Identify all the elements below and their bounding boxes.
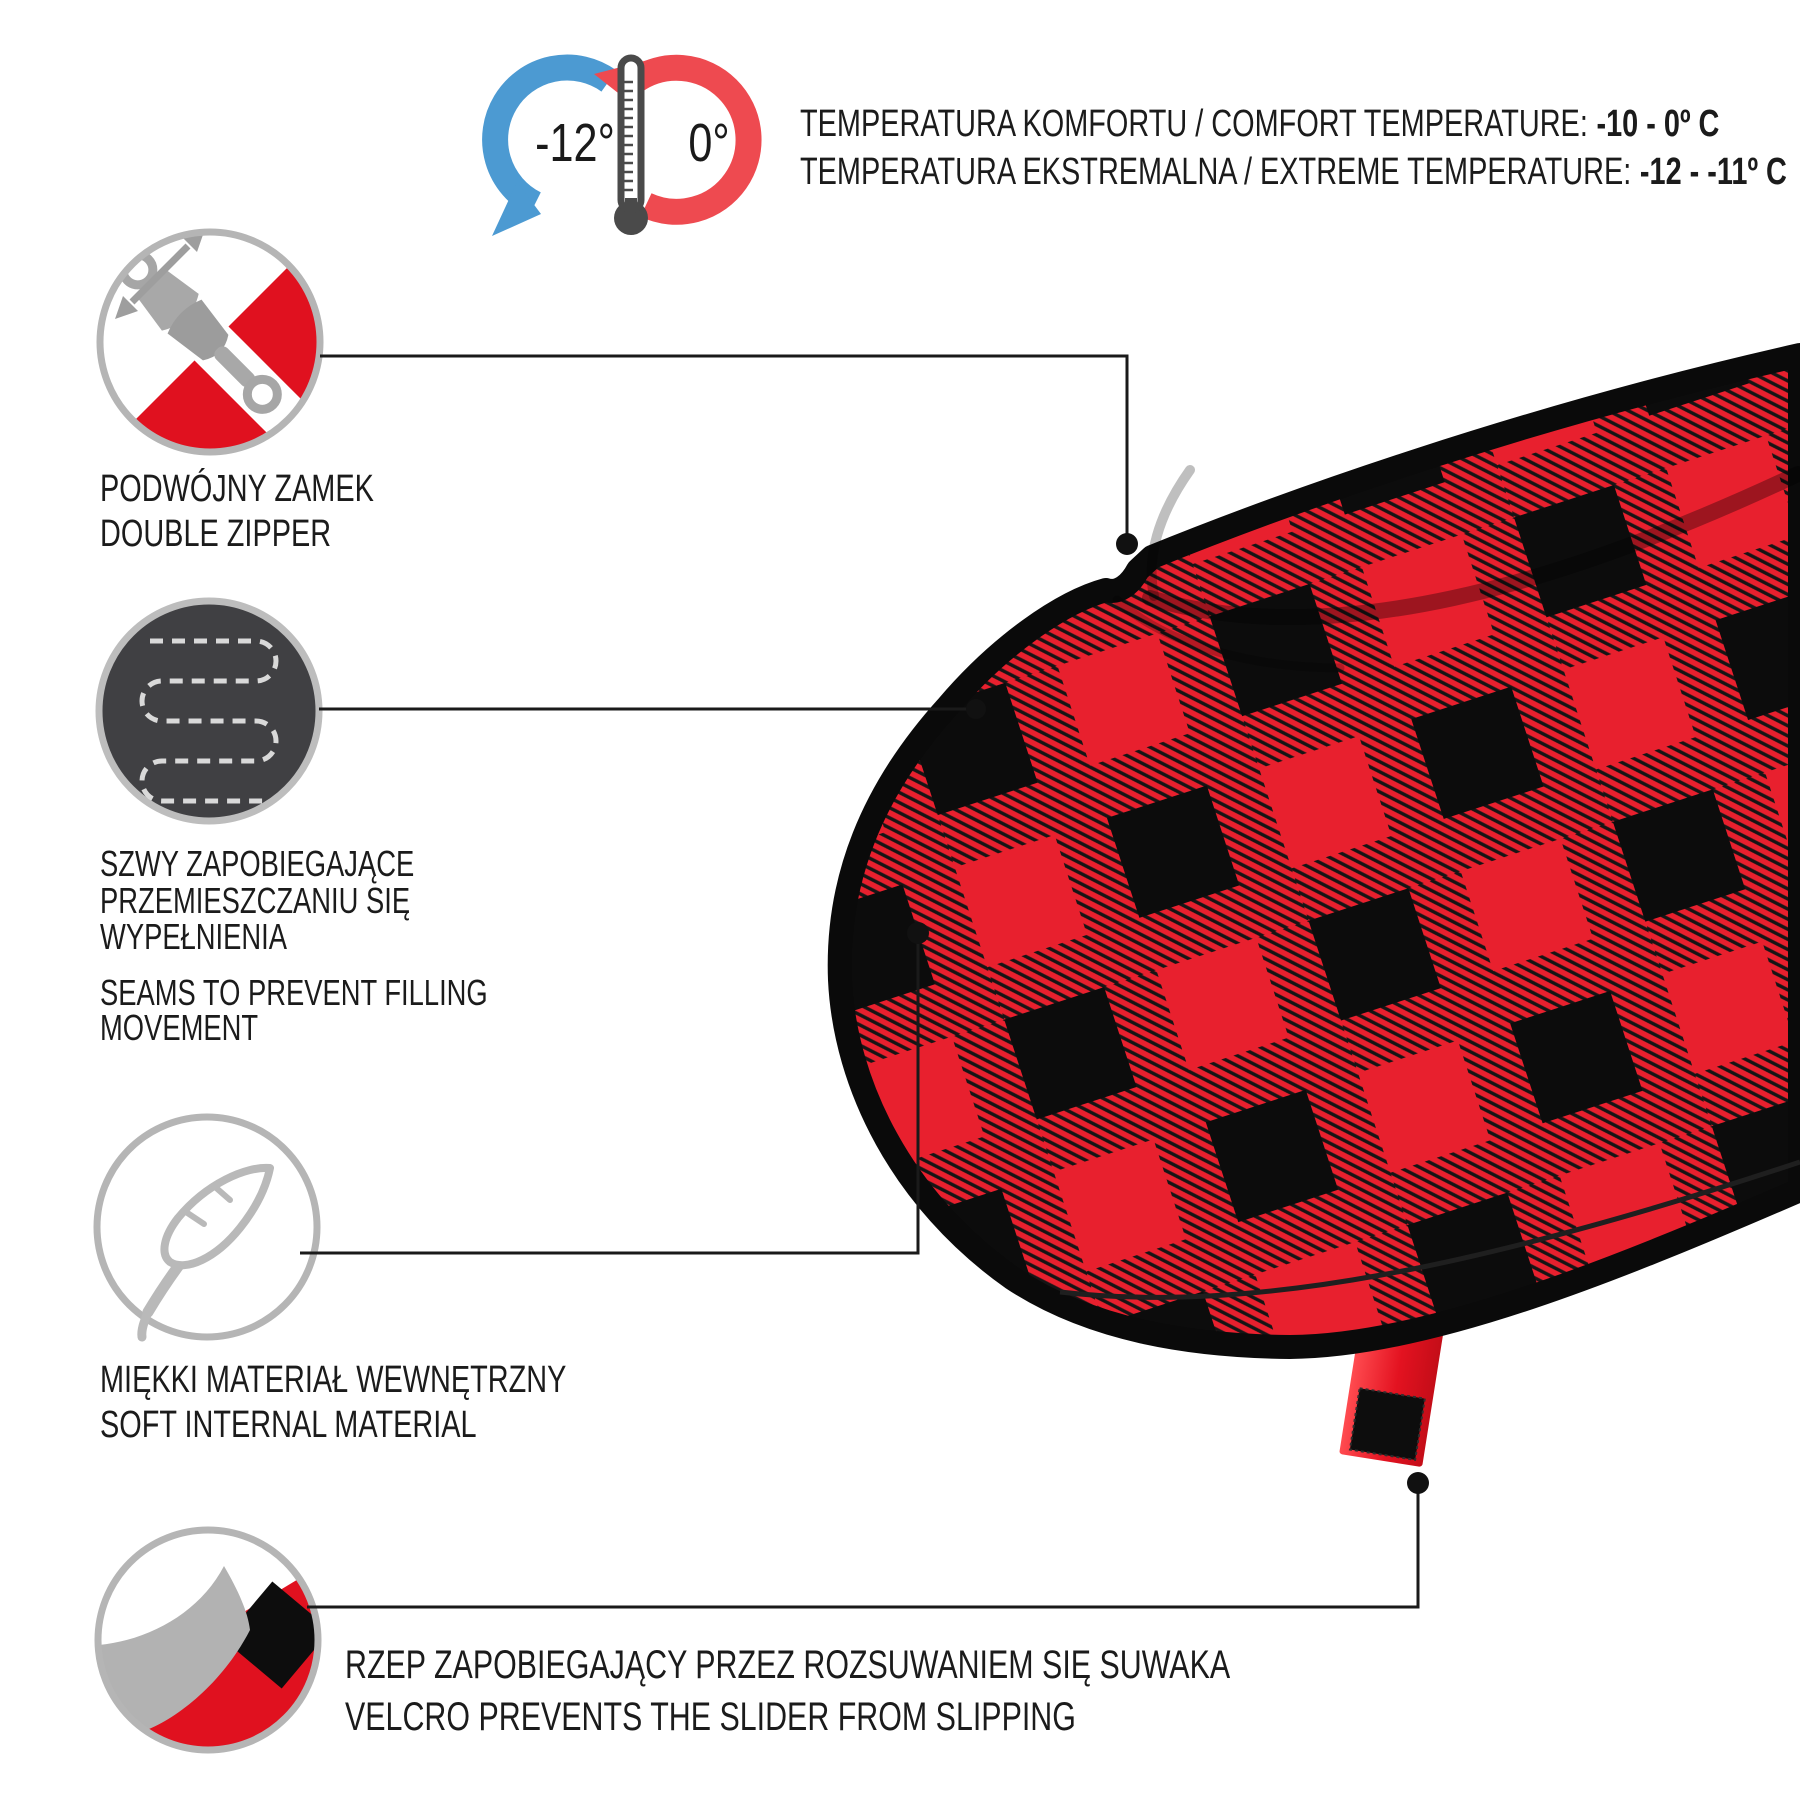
feature-seams-label-en-1: SEAMS TO PREVENT FILLING (100, 972, 488, 1013)
feature-seams-label-pl-3: WYPEŁNIENIA (100, 916, 288, 957)
feature-seams-label-pl-1: SZWY ZAPOBIEGAJĄCE (100, 843, 415, 884)
callout-line-velcro (307, 1483, 1418, 1607)
extreme-temperature-label: TEMPERATURA EKSTREMALNA / EXTREME TEMPERATURE: (800, 151, 1632, 193)
double-zipper-icon (100, 229, 350, 480)
comfort-temperature-line (800, 103, 1719, 147)
warm-temperature-value: 0° (688, 113, 730, 173)
comfort-temperature-label: TEMPERATURA KOMFORTU / COMFORT TEMPERATURE: (800, 103, 1588, 145)
extreme-temperature-value: -12 - -11º C (1639, 151, 1787, 193)
feature-seams-label-pl-2: PRZEMIESZCZANIU SIĘ (100, 880, 411, 921)
velcro-patch (1350, 1388, 1425, 1460)
cold-temperature-value: -12° (535, 113, 615, 173)
feature-zipper-label-pl: PODWÓJNY ZAMEK (100, 468, 374, 510)
feature-zipper-label-en: DOUBLE ZIPPER (100, 513, 332, 555)
feather-icon (97, 1117, 317, 1337)
comfort-temperature-value: -10 - 0º C (1596, 103, 1720, 145)
callout-line-zipper (320, 356, 1127, 544)
extreme-temperature-line (800, 151, 1787, 195)
anti-shift-seams-icon (99, 601, 319, 821)
sleeping-bag (840, 355, 1800, 1347)
feature-material-label-pl: MIĘKKI MATERIAŁ WEWNĘTRZNY (100, 1359, 567, 1401)
feature-velcro-label-pl: RZEP ZAPOBIEGAJĄCY PRZEZ ROZSUWANIEM SIĘ SUWAKA (345, 1643, 1231, 1687)
feature-material-label-en: SOFT INTERNAL MATERIAL (100, 1404, 477, 1446)
velcro-icon (98, 1530, 345, 1770)
feature-seams-label-en-2: MOVEMENT (100, 1007, 259, 1048)
feature-velcro-label-en: VELCRO PREVENTS THE SLIDER FROM SLIPPING (345, 1695, 1076, 1739)
bag-body (840, 355, 1800, 1347)
